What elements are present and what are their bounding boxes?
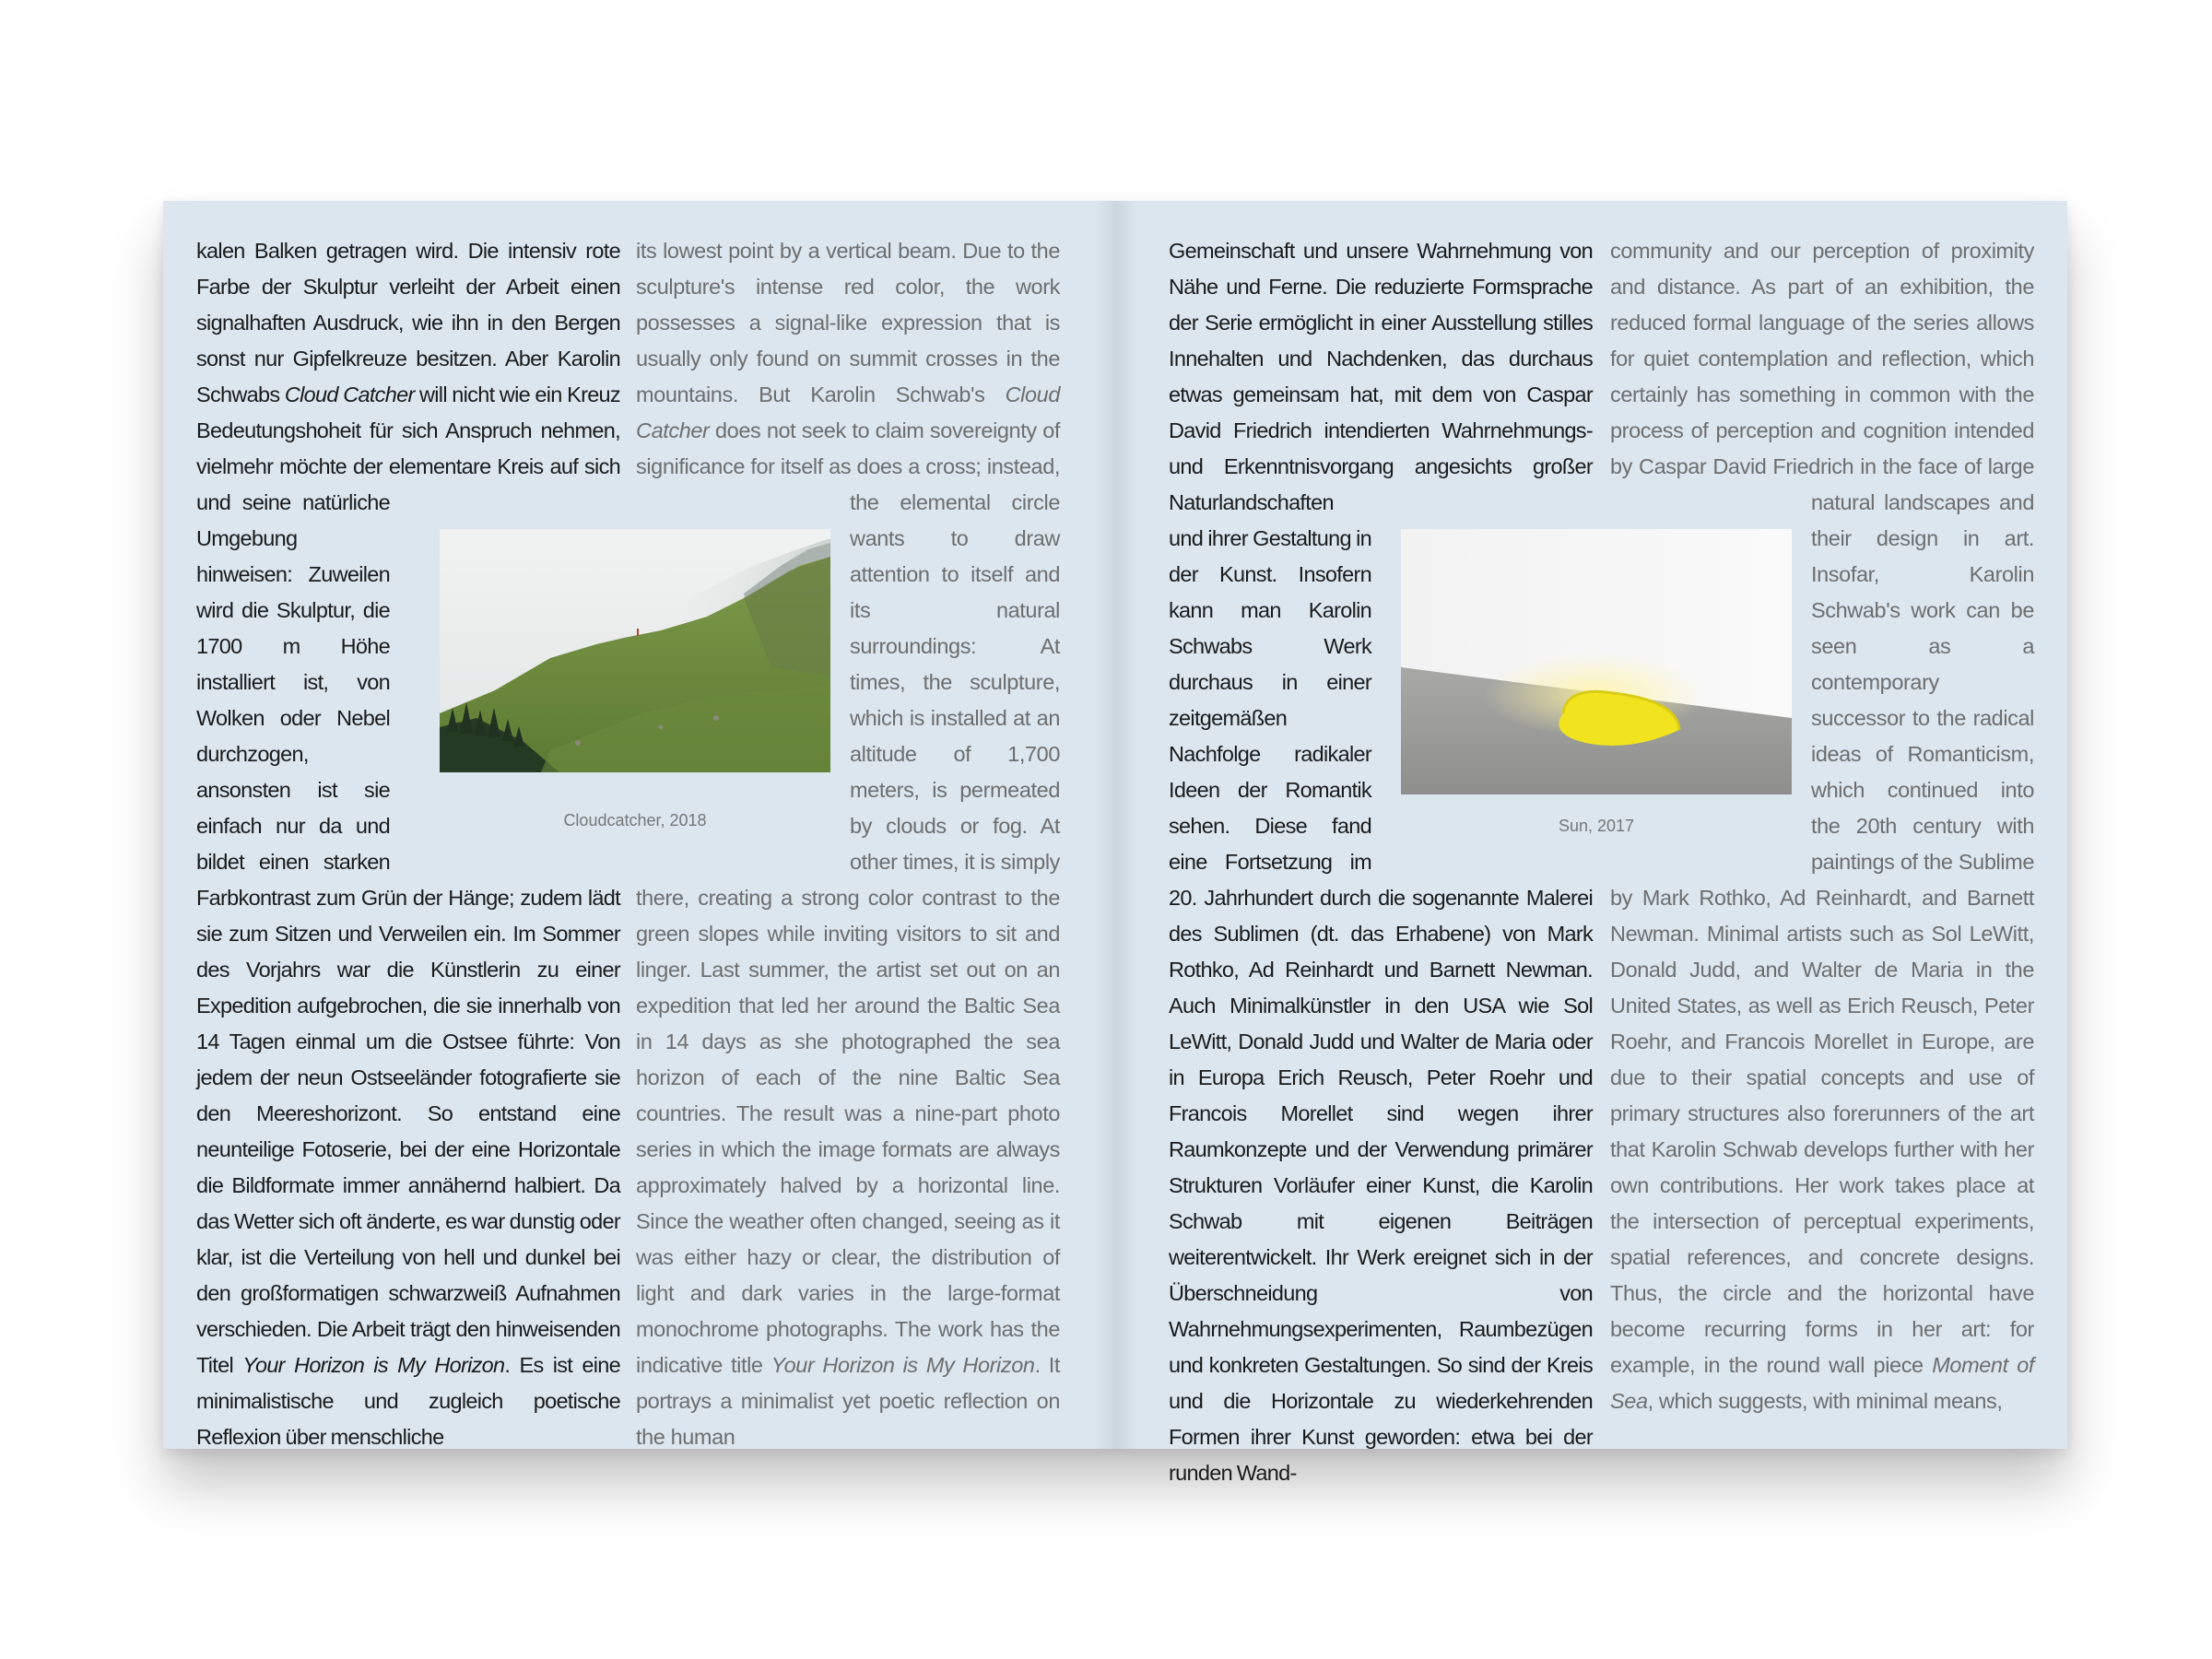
left-page-english-column: its lowest point by a vertical beam. Due to the sculpture's intense red color, the work possesses a signal-like expression that is usually only found on summit crosses in the mountains. But Karolin Schwab's Cloud Catcher does not seek to claim sovereignty of significance for itself as does a cross; instead, the elemental circle wants to draw attention to itself and its natural surroundings: At times, the sculpture, which is installed at an altitude of 1,700 meters, is permeated by clouds or fog. At other times, it is simply there, creating a strong color contrast to the green slopes while inviting visitors to sit and linger. Last summer, the artist set out on an expedition that led her around the Baltic Sea in 14 days as she photographed the sea horizon of each of the nine Baltic Sea countries. The result was a nine-part photo series in which the image formats are always approximately halved by a horizontal line. Since the weather often changed, seeing as it was either hazy or clear, the distribution of light and dark varies in the large-format monochrome photographs. The work has the indicative title Your Horizon is My Horizon. It portrays a minimalist yet poetic reflection on the human [636, 239, 1060, 1449]
sun-photo [1401, 529, 1792, 794]
right-page-english-column: community and our perception of proximity and distance. As part of an exhibition, the reduced formal language of the series allows for quiet contemplation and reflection, which certainly has something in common with the process of perception and cognition intended by Caspar David Friedrich in the face of large natural landscapes and their design in art. Insofar, Karolin Schwab's work can be seen as a contemporary successor to the radical ideas of Romanticism, which continued into the 20th century with paintings of the Sublime by Mark Rothko, Ad Reinhardt, and Barnett Newman. Minimal artists such as Sol LeWitt, Donald Judd, and Walter de Maria in the United States, as well as Erich Reusch, Peter Roehr, and Francois Morellet in Europe, are due to their spatial concepts and use of primary structures also forerunners of the art that Karolin Schwab develops further with her own contributions. Her work takes place at the intersection of perceptual experiments, spatial references, and concrete designs. Thus, the circle and the horizontal have become recurring forms in her art: for example, in the round wall piece Moment of Sea, which suggests, with minimal means, [1610, 239, 2034, 1413]
artwork-title: Cloud Catcher [636, 382, 1060, 442]
artwork-title: Moment of Sea [1610, 1353, 2034, 1413]
sun-caption: Sun, 2017 [1558, 817, 1635, 835]
right-page-german-column: Gemeinschaft und unsere Wahrnehmung von Nähe und Ferne. Die reduzierte Formsprache der Serie ermöglicht in einer Ausstellung stilles Innehalten und Nachdenken, das durchaus etwas gemeinsam hat, mit dem von Caspar David Friedrich intendierten Wahrnehmungs- und Erkenntnisvorgang angesichts großer Naturlandschaften und ihrer Gestaltung in der Kunst. Insofern kann man Karolin Schwabs Werk durchaus in einer zeitgemäßen Nachfolge radikaler Ideen der Romantik sehen. Diese fand eine Fortsetzung im 20. Jahrhundert durch die sogenannte Malerei des Sublimen (dt. das Erhabene) von Mark Rothko, Ad Reinhardt und Barnett Newman. Auch Minimalkünstler in den USA wie Sol LeWitt, Donald Judd und Walter de Maria oder in Europa Erich Reusch, Peter Roehr und Francois Morellet sind wegen ihrer Raumkonzepte und der Verwendung primärer Strukturen Vorläufer einer Kunst, die Karolin Schwab mit eigenen Beiträgen weiterentwickelt. Ihr Werk ereignet sich in der Überschneidung von Wahrnehmungsexperimenten, Raumbezügen und konkreten Gestaltungen. So sind der Kreis und die Horizontale zu wiederkehrenden Formen ihrer Kunst geworden: etwa bei der runden Wand- [1169, 239, 1593, 1485]
left-page-german-column: kalen Balken getragen wird. Die intensiv rote Farbe der Skulptur verleiht der Arbeit einen signalhaften Ausdruck, wie ihn in den Bergen sonst nur Gipfelkreuze besitzen. Aber Karolin Schwabs Cloud Catcher will nicht wie ein Kreuz Bedeutungshoheit für sich Anspruch nehmen, vielmehr möchte der elementare Kreis auf sich und seine natürliche Umgebung hinweisen: Zuweilen wird die Skulptur, die 1700 m Höhe installiert ist, von Wolken oder Nebel durchzogen, ansonsten ist sie einfach nur da und bildet einen starken Farbkontrast zum Grün der Hänge; zudem lädt sie zum Sitzen und Verweilen ein. Im Sommer des Vorjahrs war die Künstlerin zu einer Expedition aufgebrochen, die sie innerhalb von 14 Tagen einmal um die Ostsee führte: Von jedem der neun Ostseeländer fotografierte sie den Meereshorizont. So entstand eine neunteilige Fotoserie, bei der eine Horizontale die Bildformate immer annähernd halbiert. Da das Wetter sich oft änderte, es war dunstig oder klar, ist die Verteilung von hell und dunkel bei den großformatigen schwarzweiß Aufnahmen verschieden. Die Arbeit trägt den hinweisenden Titel Your Horizon is My Horizon. Es ist eine minimalistische und zugleich poetische Reflexion über menschliche [196, 239, 620, 1449]
artwork-title: Cloud Catcher [284, 382, 415, 406]
artwork-title: Your Horizon is My Horizon [771, 1353, 1035, 1377]
cloudcatcher-caption: Cloudcatcher, 2018 [563, 811, 707, 830]
cloudcatcher-photo [440, 529, 830, 772]
artwork-title: Your Horizon is My Horizon [242, 1353, 505, 1377]
